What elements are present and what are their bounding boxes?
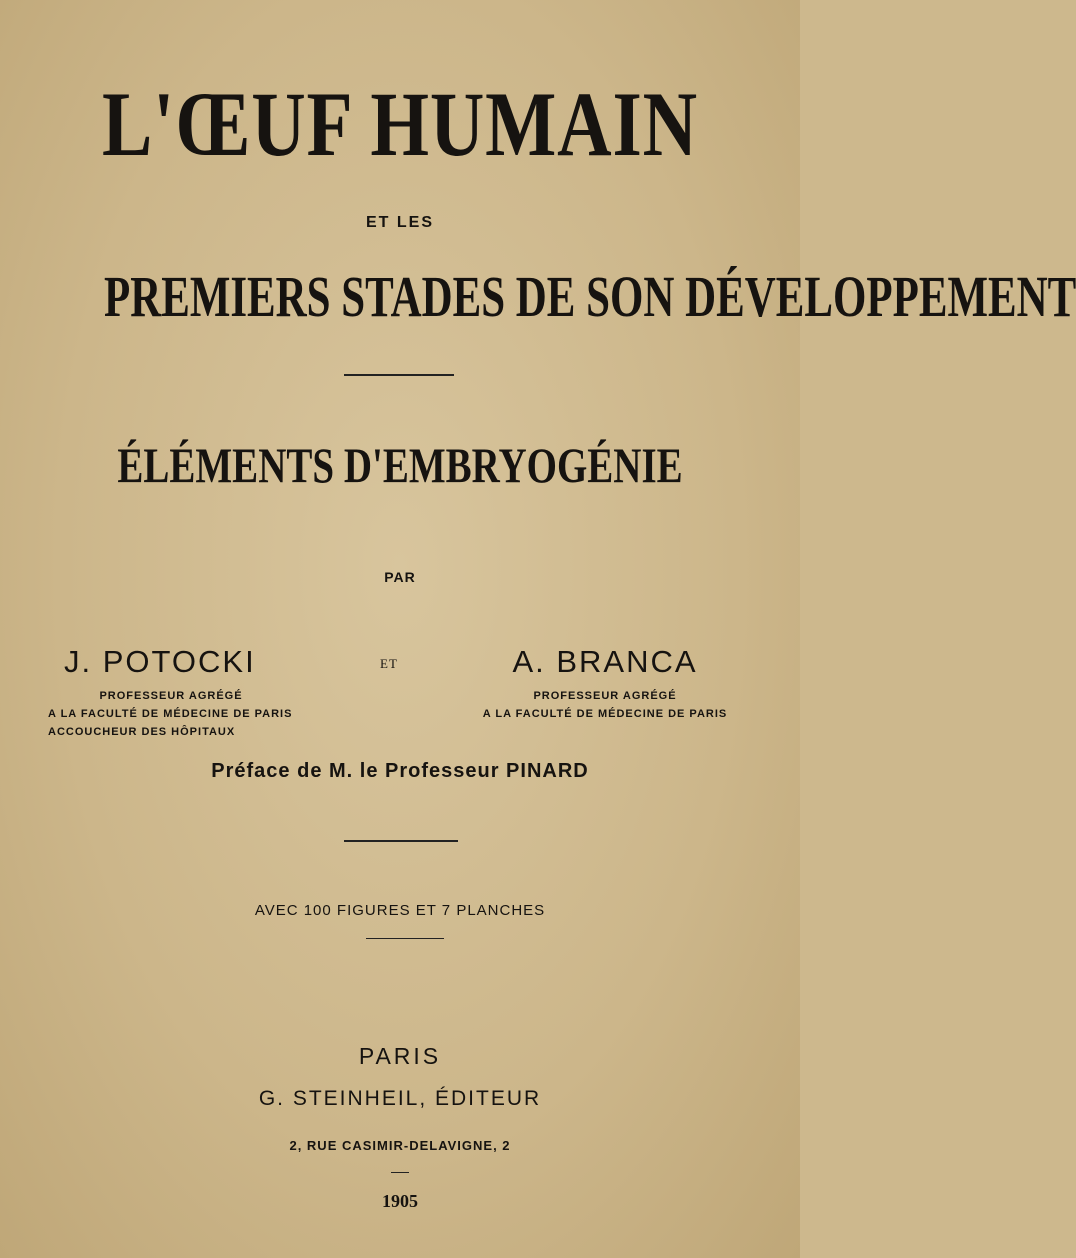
divider-rule-4: [391, 1172, 409, 1173]
author-left-name: J. POTOCKI: [64, 644, 256, 679]
publisher-name: G. STEINHEIL, ÉDITEUR: [258, 1087, 542, 1110]
publication-city: PARIS: [358, 1043, 442, 1069]
author-right-faculty: A LA FACULTÉ DE MÉDECINE DE PARIS: [482, 708, 728, 720]
author-left-faculty: A LA FACULTÉ DE MÉDECINE DE PARIS: [48, 708, 293, 720]
et-between-authors: ET: [380, 656, 398, 671]
author-right-title: PROFESSEUR AGRÉGÉ: [533, 690, 677, 702]
author-left-title: PROFESSEUR AGRÉGÉ: [99, 690, 243, 702]
et-les-text: ET LES: [365, 214, 434, 231]
divider-rule-3: [366, 938, 444, 939]
publisher-address: 2, RUE CASIMIR-DELAVIGNE, 2: [289, 1138, 511, 1153]
figures-note: AVEC 100 FIGURES ET 7 PLANCHES: [254, 902, 546, 919]
author-branca: [460, 646, 750, 723]
divider-rule-2: [344, 840, 458, 842]
book-title: L'ŒUF HUMAIN: [102, 73, 698, 175]
book-subtitle: PREMIERS STADES DE SON DÉVELOPPEMENT: [104, 264, 1076, 329]
preface-line: Préface de M. le Professeur PINARD: [211, 760, 589, 782]
par-text: PAR: [384, 569, 416, 585]
author-left-role: ACCOUCHEUR DES HÔPITAUX: [48, 726, 236, 738]
author-potocki: [48, 646, 294, 741]
book-series-title: ÉLÉMENTS D'EMBRYOGÉNIE: [117, 437, 683, 493]
publication-year: 1905: [382, 1191, 418, 1211]
divider-rule-1: [344, 374, 454, 376]
author-right-name: A. BRANCA: [512, 644, 698, 679]
